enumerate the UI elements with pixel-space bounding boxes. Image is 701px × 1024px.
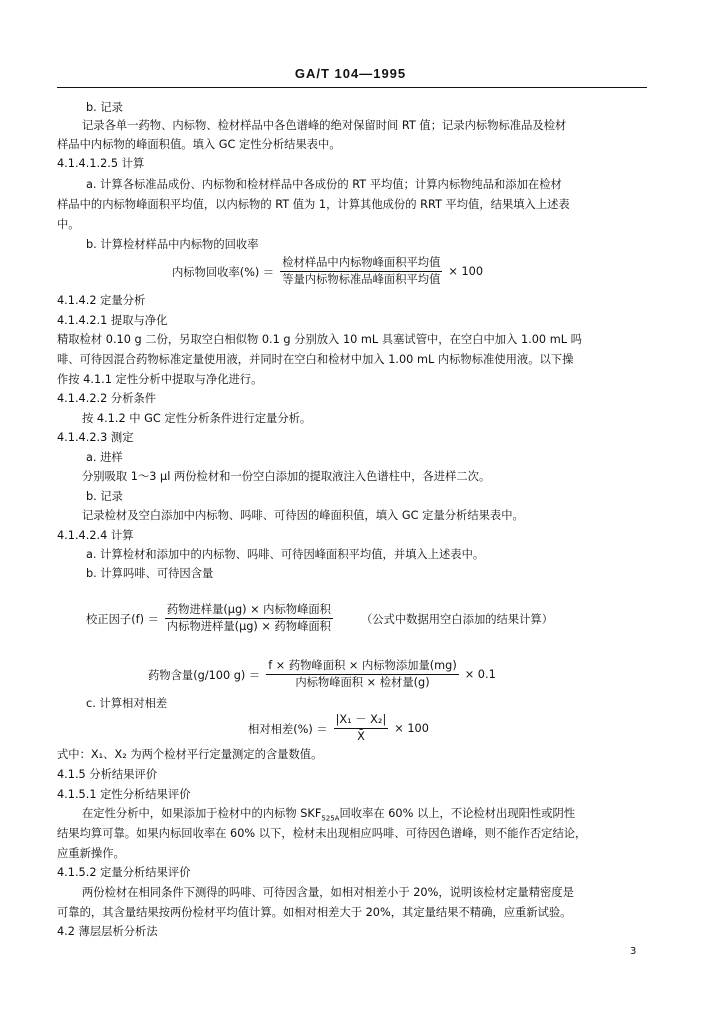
- formula-fraction: [280, 256, 442, 287]
- paragraph-line: 啡、可待因混合药物标准定量使用液，并同时在空白和检材中加入 1.00 mL 内标物标准使用液。以下操: [57, 353, 574, 366]
- standard-code-header: GA/T 104—1995: [294, 66, 407, 81]
- paragraph-line: [82, 806, 575, 826]
- text-run: 回收率在 60% 以上，不论检材出现阳性或阴性: [339, 807, 576, 820]
- paragraph-line: 精取检材 0.10 g 二份，另取空白相似物 0.1 g 分别放入 10 mL 具塞试管中，在空白中加入 1.00 mL 吗: [57, 333, 582, 346]
- formula-rhs: × 100: [448, 265, 484, 278]
- formula-denominator: 内标物进样量(μg) × 药物峰面积: [166, 620, 331, 633]
- paragraph-line: 中。: [57, 218, 80, 231]
- formula-numerator: f × 药物峰面积 × 内标物添加量(mg): [266, 659, 459, 675]
- formula-recovery-rate: [172, 256, 483, 287]
- paragraph-line: 分别吸取 1～3 μl 两份检材和一份空白添加的提取液注入色谱柱中，各进样二次。: [82, 470, 491, 483]
- paragraph-line: a. 计算各标准品成份、内标物和检材样品中各成份的 RT 平均值；计算内标物纯品和添加在检材: [86, 178, 562, 191]
- formula-denominator: 内标物峰面积 × 检材量(g): [295, 676, 430, 689]
- page-number: 3: [630, 946, 637, 957]
- paragraph-line: 可靠的，其含量结果按两份检材平均值计算。如相对相差大于 20%，其定量结果不精确，应重新试验。: [57, 906, 572, 919]
- section-heading-4-1-5-2: 4.1.5.2 定量分析结果评价: [57, 866, 191, 879]
- section-heading-4-1-5: 4.1.5 分析结果评价: [57, 768, 158, 781]
- paragraph-line: 作按 4.1.1 定性分析中提取与净化进行。: [57, 373, 263, 386]
- subheading-b-recovery: b. 计算检材样品中内标物的回收率: [86, 238, 259, 251]
- formula-fraction: [334, 713, 389, 744]
- paragraph-line: 样品中的内标物峰面积平均值，以内标物的 RT 值为 1，计算其他成份的 RRT 平均值，结果填入上述表: [57, 198, 570, 211]
- formula-note: （公式中数据用空白添加的结果计算）: [360, 612, 554, 626]
- formula-lhs: 药物含量(g/100 g) ＝: [148, 668, 261, 682]
- formula-numerator: 检材样品中内标物峰面积平均值: [280, 256, 442, 272]
- paragraph-line: 记录各单一药物、内标物、检材样品中各色谱峰的绝对保留时间 RT 值；记录内标物标准品及检材: [82, 119, 567, 132]
- paragraph-line: 式中：X₁、X₂ 为两个检材平行定量测定的含量数值。: [57, 748, 323, 761]
- formula-drug-content: [148, 659, 496, 690]
- paragraph-line: 两份检材在相同条件下测得的吗啡、可待因含量，如相对相差小于 20%，说明该检材定量精密度是: [82, 886, 574, 899]
- section-heading-4-1-4-1-2-5: 4.1.4.1.2.5 计算: [57, 157, 145, 170]
- formula-denominator: X̄: [357, 730, 365, 743]
- formula-numerator: 药物进样量(μg) × 内标物峰面积: [165, 603, 333, 619]
- paragraph-line: 按 4.1.2 中 GC 定性分析条件进行定量分析。: [82, 412, 312, 425]
- subheading-c-relative-diff: c. 计算相对相差: [86, 697, 168, 710]
- subheading-a-calc: a. 计算检材和添加中的内标物、吗啡、可待因峰面积平均值，并填入上述表中。: [86, 548, 485, 561]
- subheading-a-injection: a. 进样: [86, 451, 123, 464]
- section-heading-4-2: 4.2 薄层层析分析法: [57, 925, 158, 938]
- section-heading-4-1-4-2-1: 4.1.4.2.1 提取与净化: [57, 314, 168, 327]
- formula-denominator: 等量内标物标准品峰面积平均值: [282, 273, 441, 286]
- formula-relative-difference: [248, 713, 429, 744]
- subheading-b-record: b. 记录: [86, 101, 123, 114]
- section-heading-4-1-4-2-3: 4.1.4.2.3 测定: [57, 431, 134, 444]
- subheading-b-record: b. 记录: [86, 490, 123, 503]
- formula-correction-factor: [86, 603, 553, 634]
- formula-rhs: × 0.1: [464, 668, 496, 681]
- paragraph-line: 应重新操作。: [57, 847, 125, 860]
- formula-numerator: |X₁ － X₂|: [334, 713, 389, 729]
- formula-rhs: × 100: [394, 722, 429, 735]
- paragraph-line: 样品中内标物的峰面积值。填入 GC 定性分析结果表中。: [57, 138, 341, 151]
- section-heading-4-1-5-1: 4.1.5.1 定性分析结果评价: [57, 788, 191, 801]
- section-heading-4-1-4-2-4: 4.1.4.2.4 计算: [57, 529, 134, 542]
- formula-lhs: 相对相差(%) ＝: [248, 722, 328, 736]
- subscript: 525A: [321, 814, 340, 823]
- subheading-b-content: b. 计算吗啡、可待因含量: [86, 567, 214, 580]
- section-heading-4-1-4-2: 4.1.4.2 定量分析: [57, 294, 146, 307]
- header-rule: [57, 87, 647, 88]
- formula-lhs: 校正因子(f) ＝: [86, 612, 159, 626]
- formula-lhs: 内标物回收率(%) ＝: [172, 265, 275, 279]
- formula-fraction: [165, 603, 333, 634]
- text-run: 在定性分析中，如果添加于检材中的内标物 SKF: [82, 807, 322, 820]
- formula-fraction: [266, 659, 459, 690]
- paragraph-line: 记录检材及空白添加中内标物、吗啡、可待因的峰面积值，填入 GC 定量分析结果表中。: [82, 509, 524, 522]
- paragraph-line: 结果均算可靠。如果内标回收率在 60% 以下，检材未出现相应吗啡、可待因色谱峰，则不能作否定结论，: [57, 827, 587, 840]
- section-heading-4-1-4-2-2: 4.1.4.2.2 分析条件: [57, 392, 157, 405]
